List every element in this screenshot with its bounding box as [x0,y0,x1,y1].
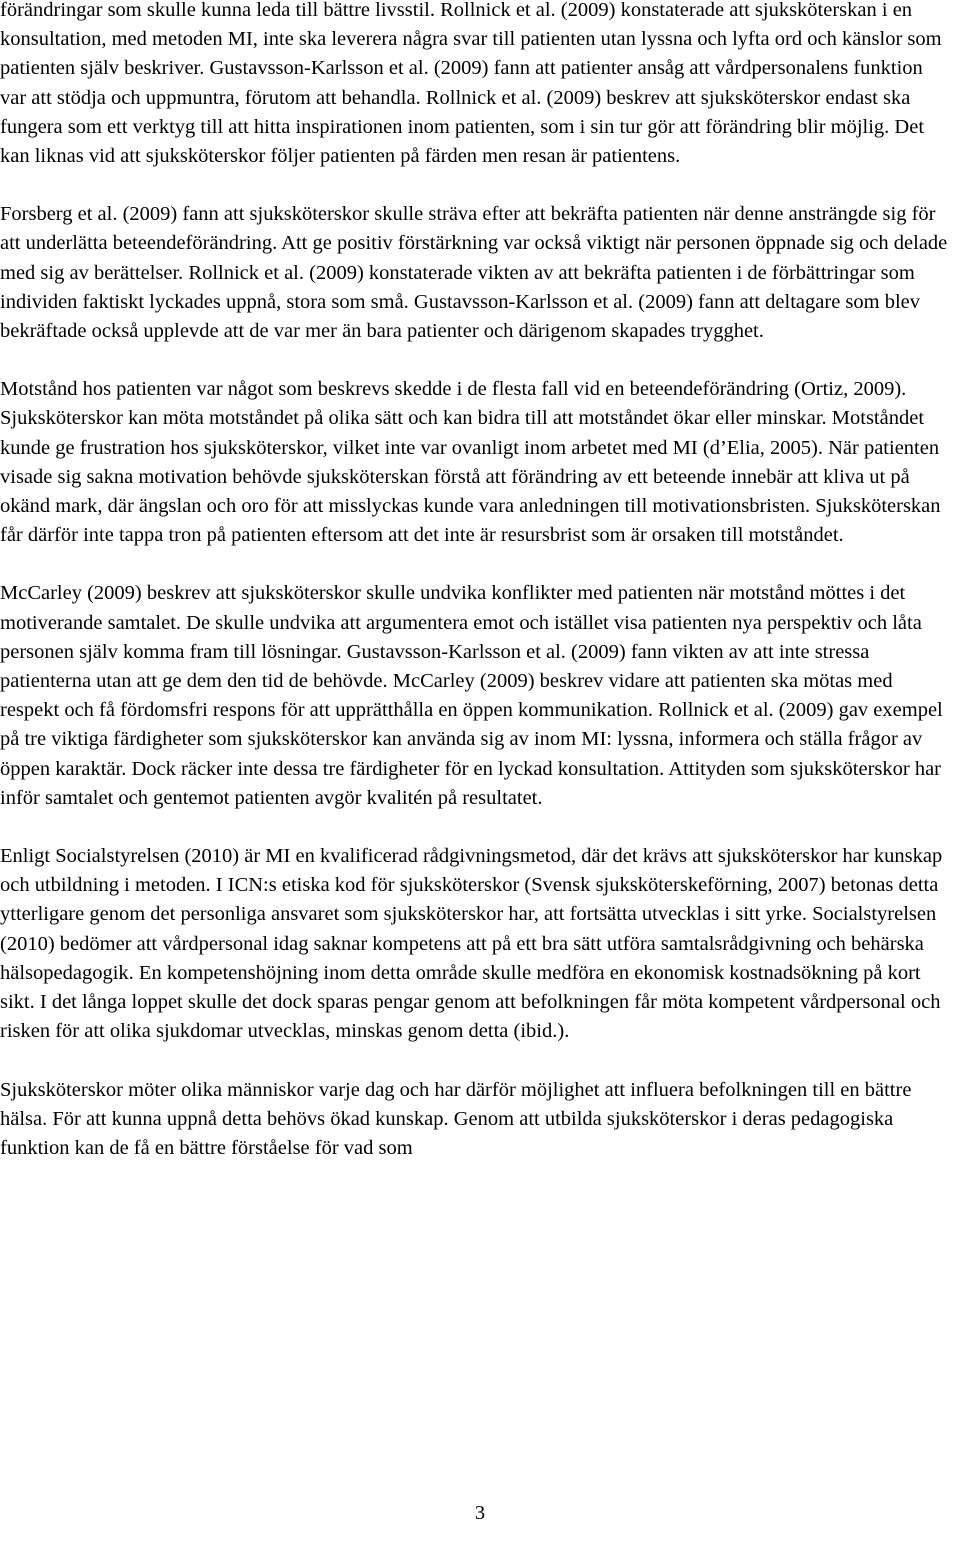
paragraph-3: Motstånd hos patienten var något som beskrevs skedde i de flesta fall vid en beteendeförändring (Ortiz, 2009). Sjuksköterskor kan möta motståndet på olika sätt och kan bidra till att motståndet ökar eller minskar. Motståndet kunde ge frustration hos sjuksköterskor, vilket inte var ovanligt inom arbetet med MI (d’Elia, 2005). När patienten visade sig sakna motivation behövde sjuksköterskan förstå att förändring av ett beteende innebär att kliva ut på okänd mark, där ängslan och oro för att misslyckas kunde vara anledningen till motivationsbristen. Sjuksköterskan får därför inte tappa tron på patienten eftersom att det inte är resursbrist som är orsaken till motståndet. [0,378,941,547]
paragraph-6: Sjuksköterskor möter olika människor varje dag och har därför möjlighet att influera befolkningen till en bättre hälsa. För att kunna uppnå detta behövs ökad kunskap. Genom att utbilda sjuksköterskor i deras pedagogiska funktion kan de få en bättre förståelse för vad som [0,1078,912,1159]
paragraph-5: Enligt Socialstyrelsen (2010) är MI en kvalificerad rådgivningsmetod, där det krävs att sjuksköterskor har kunskap och utbildning i metoden. I ICN:s etiska kod för sjuksköterskor (Svensk sjuksköterskeförning, 2007) betonas detta ytterligare genom det personliga ansvaret som sjuksköterskor har, att fortsätta utvecklas i sitt yrke. Socialstyrelsen (2010) bedömer att vårdpersonal idag saknar kompetens att på ett bra sätt utföra samtalsrådgivning och behärska hälsopedagogik. En kompetenshöjning inom detta område skulle medföra en ekonomisk kostnadsökning på kort sikt. I det långa loppet skulle det dock sparas pengar genom att befolkningen får möta kompetent vårdpersonal och risken för att olika sjukdomar utvecklas, minskas genom detta (ibid.). [0,845,943,1043]
paragraph-2: Forsberg et al. (2009) fann att sjuksköterskor skulle sträva efter att bekräfta patienten när denne ansträngde sig för att underlätta beteendeförändring. Att ge positiv förstärkning var också viktigt när personen öppnade sig och delade med sig av berättelser. Rollnick et al. (2009) konstaterade vikten av att bekräfta patienten i de förbättringar som individen faktiskt lyckades uppnå, stora som små. Gustavsson-Karlsson et al. (2009) fann att deltagare som blev bekräftade också upplevde att de var mer än bara patienter och därigenom skapades trygghet. [0,203,948,343]
paragraph-1: förändringar som skulle kunna leda till bättre livsstil. Rollnick et al. (2009) konstaterade att sjuksköterskan i en konsultation, med metoden MI, inte ska leverera några svar till patienten utan lyssna och lyfta ord och känslor som patienten själv beskriver. Gustavsson-Karlsson et al. (2009) fann att patienter ansåg att vårdpersonalens funktion var att stödja och uppmuntra, förutom att behandla. Rollnick et al. (2009) beskrev att sjuksköterskor endast ska fungera som ett verktyg till att hitta inspirationen inom patienten, som i sin tur gör att förändring blir möjlig. Det kan liknas vid att sjuksköterskor följer patienten på färden men resan är patientens. [0,0,942,168]
page-number: 3 [474,1502,486,1524]
paragraph-4: McCarley (2009) beskrev att sjuksköterskor skulle undvika konflikter med patienten när motstånd möttes i det motiverande samtalet. De skulle undvika att argumentera emot och istället visa patienten nya perspektiv och låta personen själv komma fram till lösningar. Gustavsson-Karlsson et al. (2009) fann vikten av att inte stressa patienterna utan att ge dem den tid de behövde. McCarley (2009) beskrev vidare att patienten ska mötas med respekt och få fördomsfri respons för att upprätthålla en öppen kommunikation. Rollnick et al. (2009) gav exempel på tre viktiga färdigheter som sjuksköterskor kan använda sig av inom MI: lyssna, informera och ställa frågor av öppen karaktär. Dock räcker inte dessa tre färdigheter för en lyckad konsultation. Attityden som sjuksköterskor har inför samtalet och gentemot patienten avgör kvalitén på resultatet. [0,582,943,809]
